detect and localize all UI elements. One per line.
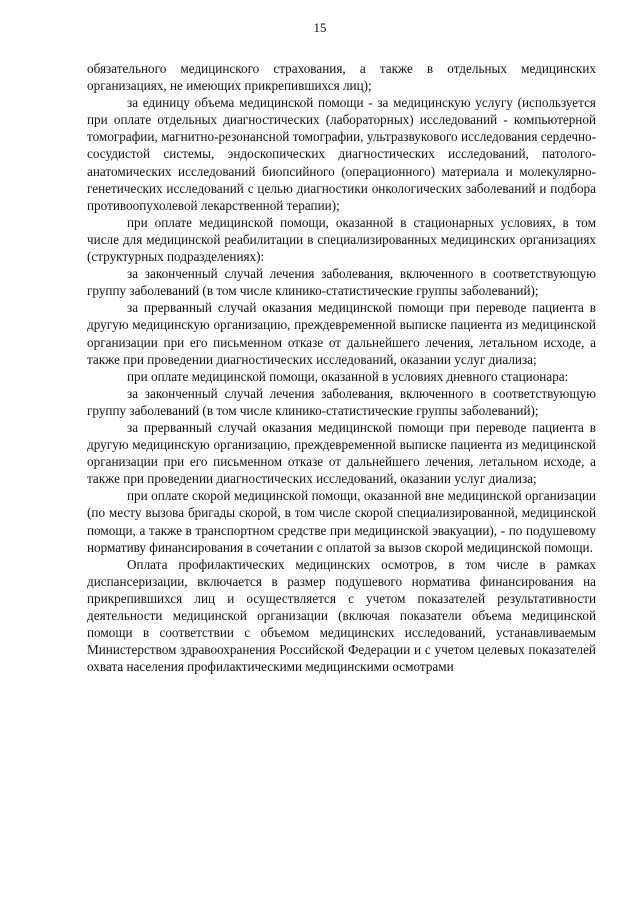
paragraph: за единицу объема медицинской помощи - за медицинскую услугу (используется при оплате отдельных диагностических (лабораторных) исследований - компьютерной томографии, магнитно-резонансной томографии, ультразвукового исследования сердечно-сосудистой системы, эндоскопических диагностических исследований, патолого-анатомических исследований биопсийного (операционного) материала и молекулярно-генетических исследований с целью диагностики онкологических заболеваний и подбора противоопухолевой лекарственной терапии);: [87, 95, 596, 213]
paragraph: за прерванный случай оказания медицинской помощи при переводе пациента в другую медицинскую организацию, преждевременной выписке пациента из медицинской организации при его письменном отказе от дальнейшего лечения, летальном исходе, а также при проведении диагностических исследований, оказании услуг диализа;: [87, 419, 596, 487]
body-text: [87, 60, 596, 675]
page-number: 15: [313, 20, 327, 35]
paragraph: при оплате медицинской помощи, оказанной в условиях дневного стационара:: [127, 368, 569, 384]
paragraph: за законченный случай лечения заболевания, включенного в соответствующую группу заболеваний (в том числе клинико-статистические группы заболеваний);: [87, 385, 596, 418]
paragraph: при оплате скорой медицинской помощи, оказанной вне медицинской организации (по месту вызова бригады скорой, в том числе скорой специализированной, медицинской помощи, а также в транспортном средстве при медицинской эвакуации), - по подушевому нормативу финансирования в сочетании с оплатой за вызов скорой медицинской помощи.: [87, 488, 596, 555]
paragraph: при оплате медицинской помощи, оказанной в стационарных условиях, в том числе для медицинской реабилитации в специализированных медицинских организациях (структурных подразделениях):: [87, 214, 596, 265]
paragraph: Оплата профилактических медицинских осмотров, в том числе в рамках диспансеризации, включается в размер подушевого норматива финансирования на прикрепившихся лиц и осуществляется с учетом показателей результативности деятельности медицинской организации (включая показатели объема медицинской помощи в соответствии с объемом медицинских исследований, устанавливаемым Министерством здравоохранения Российской Федерации и с учетом целевых показателей охвата населения профилактическими медицинскими осмотрами: [87, 556, 596, 675]
paragraph: за прерванный случай оказания медицинской помощи при переводе пациента в другую медицинскую организацию, преждевременной выписке пациента из медицинской организации при его письменном отказе от дальнейшего лечения, летальном исходе, а также при проведении диагностических исследований, оказании услуг диализа;: [87, 300, 596, 367]
paragraph: за законченный случай лечения заболевания, включенного в соответствующую группу заболеваний (в том числе клинико-статистические группы заболеваний);: [87, 266, 596, 299]
paragraph: обязательного медицинского страхования, а также в отдельных медицинских организациях, не имеющих прикрепившихся лиц);: [87, 61, 596, 94]
